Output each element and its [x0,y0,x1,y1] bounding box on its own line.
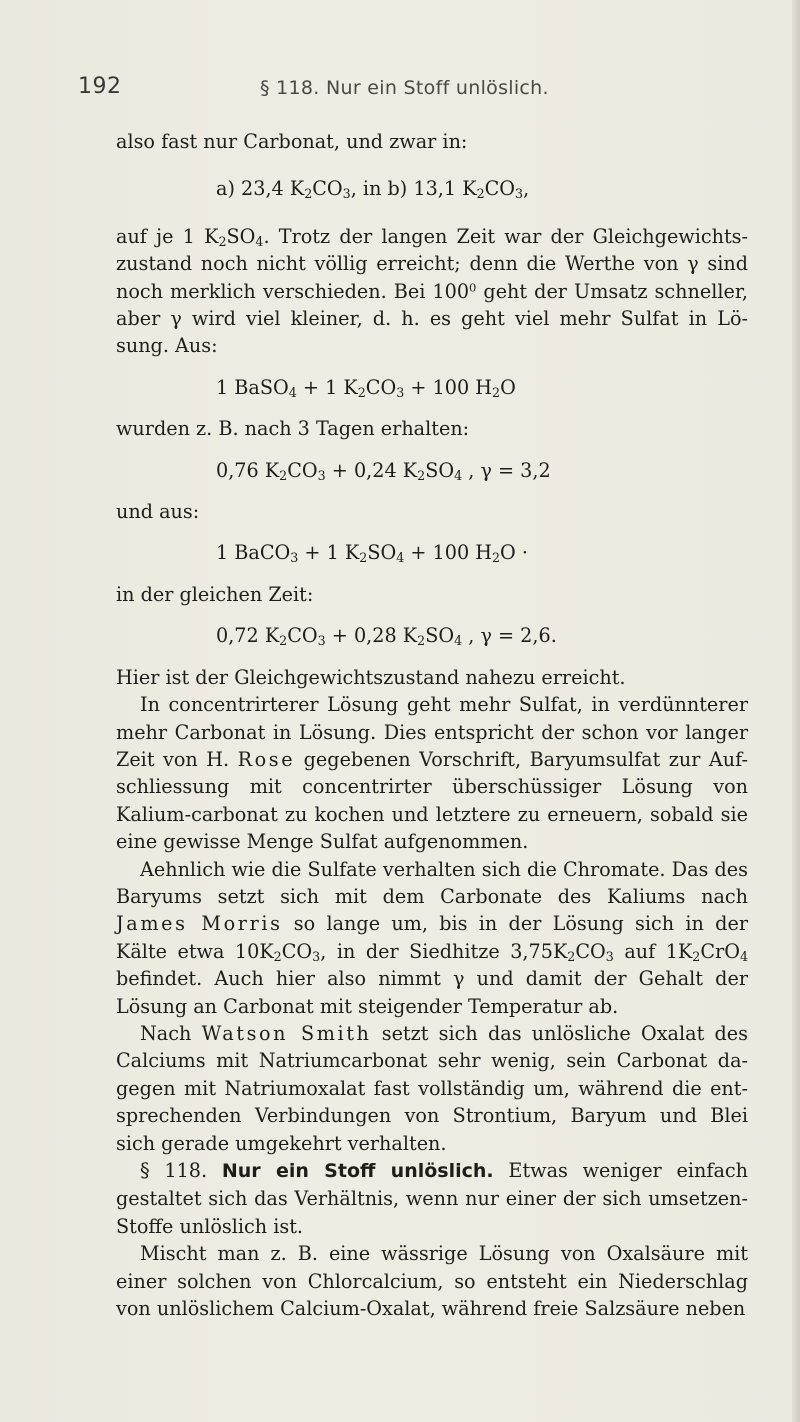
section-number: § 118. [140,1159,222,1182]
page-number: 192 [78,74,122,99]
paragraph-watson: Nach Watson Smith setzt sich das unlösliche Oxalat des Calciums mit Natriumcarbonat sehr wenig, sein Carbonat da-gegen mit Natriumoxalat fast vollständig um, während die ent-sprechenden Verbindungen von Strontium, Baryum und Blei sich gerade umgekehrt verhalten. [116,1021,748,1155]
paragraph-line: also fast nur Carbonat, und zwar in: [116,130,468,153]
body-text [116,128,748,1322]
paragraph-line: in der gleichen Zeit: [116,582,314,606]
page-edge [792,0,800,1422]
equation-2: 0,76 $K_2CO_3 + 0,24$ $K_2SO_4$ , γ = 3,2 [216,458,551,483]
paragraph-hier: Hier ist der Gleichgewichtszustand nahezu erreicht. [116,665,626,689]
equation-a-b: a) 23,4 $K_2CO_3$, in b) 13,1 $K_2CO_3$, [216,177,530,202]
section-title: Nur ein Stoff unlöslich. [221,1160,494,1182]
equation-3: 1 BaCO$_3$ + 1 $K_2SO_4 + 100$ $H_2O$ · [216,541,528,566]
equation-4: 0,72 $K_2CO_3 + 0,28$ $K_2SO_4$ , γ = 2,6. [216,624,557,649]
paragraph-aehnlich: Aehnlich wie die Sulfate verhalten sich die Chromate. Das des Baryums setzt sich mit dem Carbonate des Kaliums nach James Morris so lange um, bis in der Lösung sich in der Kälte etwa $10K_2CO_3$, in der Siedhitze $3,75K_2CO_3$ auf $1K_2CrO_4$ befindet. Auch hier also nimmt γ und damit der Gehalt der Lösung an Carbonat mit steigender Temperatur ab. [116,857,748,1018]
paragraph-trotz: auf je 1 $K_2SO_4$. Trotz der langen Zeit war der Gleichgewichts-zustand noch nicht völlig erreicht; denn die Werthe von γ sind noch merklich verschieden. Bei $100^0$ geht der Umsatz schneller, aber γ wird viel kleiner, d. h. es geht viel mehr Sulfat in Lö-sung. Aus: [116,224,749,358]
section-118: § 118. Nur ein Stoff unlöslich. Etwas weniger einfach gestaltet sich das Verhältnis, wenn nur einer der sich umsetzen-Stoffe unlöslich ist. [116,1159,748,1238]
equation-1: 1 BaSO$_4$ + 1 $K_2CO_3 + 100$ $H_2O$ [216,375,516,400]
paragraph-line: wurden z. B. nach 3 Tagen erhalten: [116,417,470,441]
paragraph-line: und aus: [116,500,200,524]
running-head: § 118. Nur ein Stoff unlöslich. [260,77,549,99]
page-header [78,74,760,110]
paragraph-mischt: Mischt man z. B. eine wässrige Lösung von Oxalsäure mit einer solchen von Chlorcalcium, so entsteht ein Niederschlag von unlöslichem Calcium-Oxalat, während freie Salzsäure neben [116,1242,748,1321]
paragraph-concentrirter: In concentrirterer Lösung geht mehr Sulfat, in verdünnterer mehr Carbonat in Lösung. Dies entspricht der schon vor langer Zeit von H. Rose gegebenen Vorschrift, Baryumsulfat zur Auf-schliessung mit concentrirter überschüssiger Lösung von Kalium-carbonat zu kochen und letztere zu erneuern, sobald sie eine gewisse Menge Sulfat aufgenommen. [116,693,748,854]
